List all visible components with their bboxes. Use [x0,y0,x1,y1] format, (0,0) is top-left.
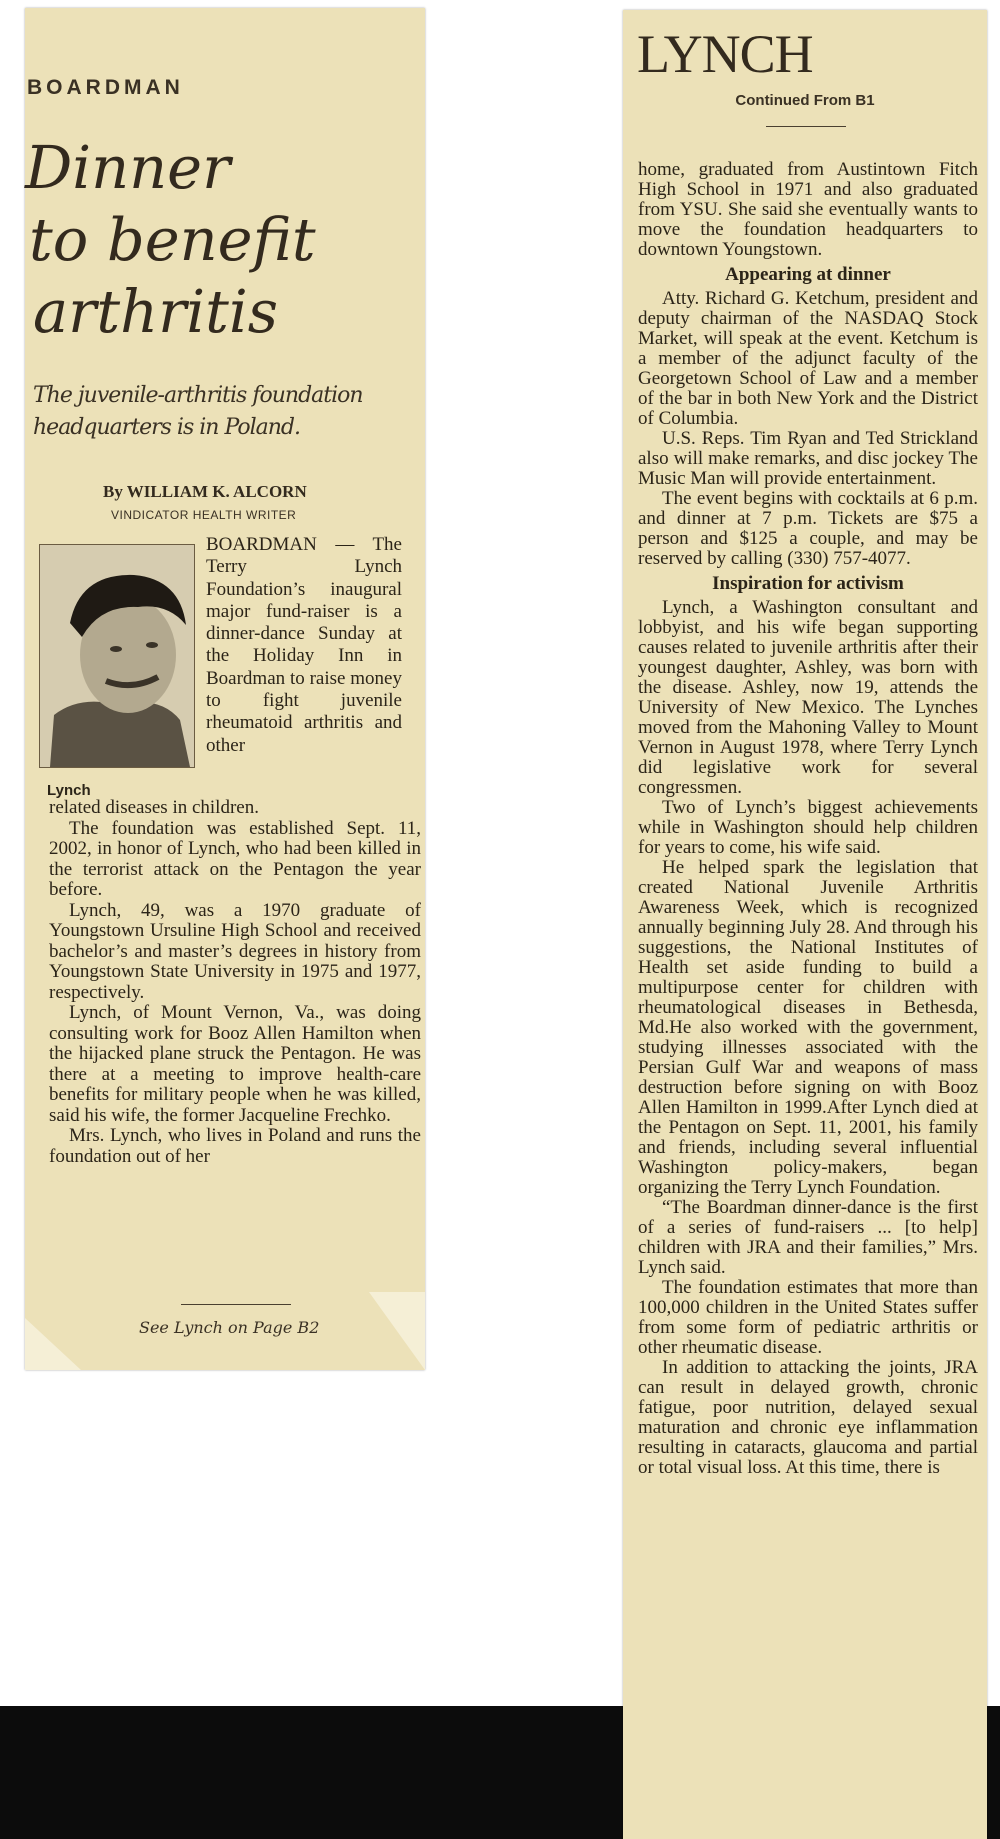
right-article-body [638,160,978,1478]
paragraph: In addition to attacking the joints, JRA can result in delayed growth, chronic fatigue, poor nutrition, delayed sexual maturation and chronic eye inflammation resulting in cataracts, glaucoma and partial or total visual loss. At this time, there is [638,1357,978,1478]
paragraph: He helped spark the legislation that created National Juvenile Arthritis Awareness Week, which is recognized annually beginning July 28. And through his suggestions, the National Institutes of Health set aside funding to build a multipurpose center for children with rheumatological diseases in Bethesda, Md.He also worked with the government, studying illnesses associated with the Persian Gulf War and weapons of mass destruction before signing on with Booz Allen Hamilton in 1999.After Lynch died at the Pentagon on Sept. 11, 2001, his family and friends, including several influential Washington policy-makers, began organizing the Terry Lynch Foundation. [638,857,978,1198]
headline-line-3: arthritis [33,277,279,346]
paragraph: related diseases in children. [49,797,259,818]
headline-line-2: to benefit [29,205,316,274]
jump-rule [181,1304,291,1305]
jump-rule [766,126,846,127]
subhead: Inspiration for activism [712,573,904,594]
left-clipping [25,8,425,1370]
continued-from: Continued From B1 [735,92,875,109]
torn-corner [369,1292,425,1370]
photo-caption: Lynch [47,782,91,799]
headline-line-1: Dinner [25,133,231,202]
right-clipping [623,10,987,1839]
jump-headline: LYNCH [637,24,813,84]
section-kicker: BOARDMAN [27,76,184,99]
torn-corner [25,1318,81,1370]
byline-credit: VINDICATOR HEALTH WRITER [111,508,297,522]
paragraph: Atty. Richard G. Ketchum, president and deputy chairman of the NASDAQ Stock Market, will speak at the event. Ketchum is a member of the adjunct faculty of the Georgetown School of Law and a member of the bar in both New York and the District of Columbia. [638,288,978,429]
deck: The juvenile-arthritis foundation headquarters is in Poland. [33,383,363,440]
paragraph: “The Boardman dinner-dance is the first of a series of fund-raisers ... [to help] children with JRA and their families,” Mrs. Lynch said. [638,1197,978,1278]
paragraph: Lynch, a Washington consultant and lobbyist, and his wife began supporting causes related to juvenile arthritis after their youngest daughter, Ashley, was born with the disease. Ashley, now 19, attends the University of New Mexico. The Lynches moved from the Mahoning Valley to Mount Vernon in August 1978, where Terry Lynch did legislative work for several congressmen. [638,597,978,798]
paragraph: Lynch, 49, was a 1970 graduate of Youngstown Ursuline High School and received bachelor’s and master’s degrees in history from Youngstown State University in 1975 and 1977, respectively. [49,899,421,1003]
byline: By WILLIAM K. ALCORN [103,482,307,501]
jump-line: See Lynch on Page B2 [139,1318,320,1337]
headline [25,132,415,348]
portrait-photo [39,544,195,768]
lead-paragraph: BOARDMAN — The Terry Lynch Foundation’s inaugural major fund-raiser is a dinner-dance Sunday at the Holiday Inn in Boardman to raise money to fight juvenile rheumatoid arthritis and other [206,534,402,756]
subhead: Appearing at dinner [725,264,891,285]
paragraph: Two of Lynch’s biggest achievements while in Washington should help children for years to come, his wife said. [638,797,978,858]
paragraph: The event begins with cocktails at 6 p.m. and dinner at 7 p.m. Tickets are $75 a person and $125 a couple, and may be reserved by calling (330) 757-4077. [638,488,978,569]
paragraph: The foundation estimates that more than 100,000 children in the United States suffer from some form of pediatric arthritis or other rheumatic disease. [638,1277,978,1358]
paragraph: U.S. Reps. Tim Ryan and Ted Strickland also will make remarks, and disc jockey The Music Man will provide entertainment. [638,428,978,489]
paragraph: home, graduated from Austintown Fitch High School in 1971 and also graduated from YSU. She said she eventually wants to move the foundation headquarters to downtown Youngstown. [638,159,978,260]
left-article-body [49,798,421,1167]
paragraph: Lynch, of Mount Vernon, Va., was doing consulting work for Booz Allen Hamilton when the hijacked plane struck the Pentagon. He was there at a meeting to improve health-care benefits for military people when he was killed, said his wife, the former Jacqueline Frechko. [49,1002,421,1126]
paragraph: The foundation was established Sept. 11, 2002, in honor of Lynch, who had been killed in the terrorist attack on the Pentagon the year before. [49,817,421,900]
paragraph: Mrs. Lynch, who lives in Poland and runs the foundation out of her [49,1125,421,1167]
